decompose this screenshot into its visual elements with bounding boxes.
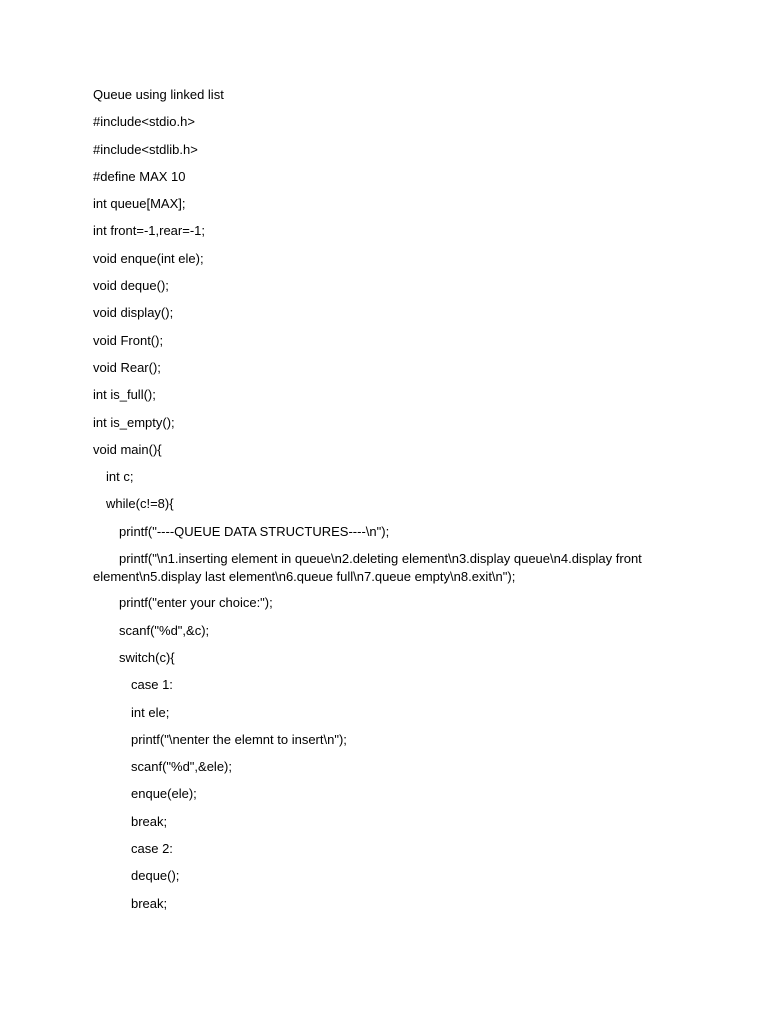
code-line: void deque(); (93, 278, 169, 294)
code-line: void enque(int ele); (93, 250, 204, 266)
code-line: printf("\nenter the elemnt to insert\n"); (131, 731, 347, 747)
code-line: int c; (106, 469, 134, 485)
code-line: printf("----QUEUE DATA STRUCTURES----\n"); (119, 523, 390, 539)
code-line: break; (131, 813, 168, 829)
document-body (93, 86, 683, 922)
code-line: scanf("%d",&ele); (131, 759, 232, 775)
code-line: int ele; (131, 704, 170, 720)
code-line: scanf("%d",&c); (119, 622, 210, 638)
document-title: Queue using linked list (93, 87, 224, 102)
code-line: #include<stdlib.h> (93, 141, 198, 157)
code-line: int is_full(); (93, 387, 156, 403)
code-line: deque(); (131, 868, 180, 884)
code-line: enque(ele); (131, 786, 197, 802)
code-line: printf("enter your choice:"); (119, 595, 273, 611)
code-line: void main(){ (93, 441, 162, 457)
code-line: #include<stdio.h> (93, 114, 195, 130)
code-line: #define MAX 10 (93, 168, 186, 184)
code-line: int is_empty(); (93, 414, 175, 430)
code-line: break; (131, 895, 168, 911)
code-line: void Rear(); (93, 359, 161, 375)
code-line: printf("\n1.inserting element in queue\n2.deleting element\n3.display queue\n4.display front element\n5.display last element\n6.queue full\n7.queue empty\n8.exit\n"); (93, 551, 642, 584)
code-line: void Front(); (93, 332, 164, 348)
code-line: int front=-1,rear=-1; (93, 223, 205, 239)
code-line: case 1: (131, 677, 173, 693)
code-line: void display(); (93, 305, 174, 321)
code-line: case 2: (131, 841, 173, 857)
code-line: while(c!=8){ (106, 496, 174, 512)
code-line: int queue[MAX]; (93, 196, 186, 212)
code-line: switch(c){ (119, 649, 175, 665)
